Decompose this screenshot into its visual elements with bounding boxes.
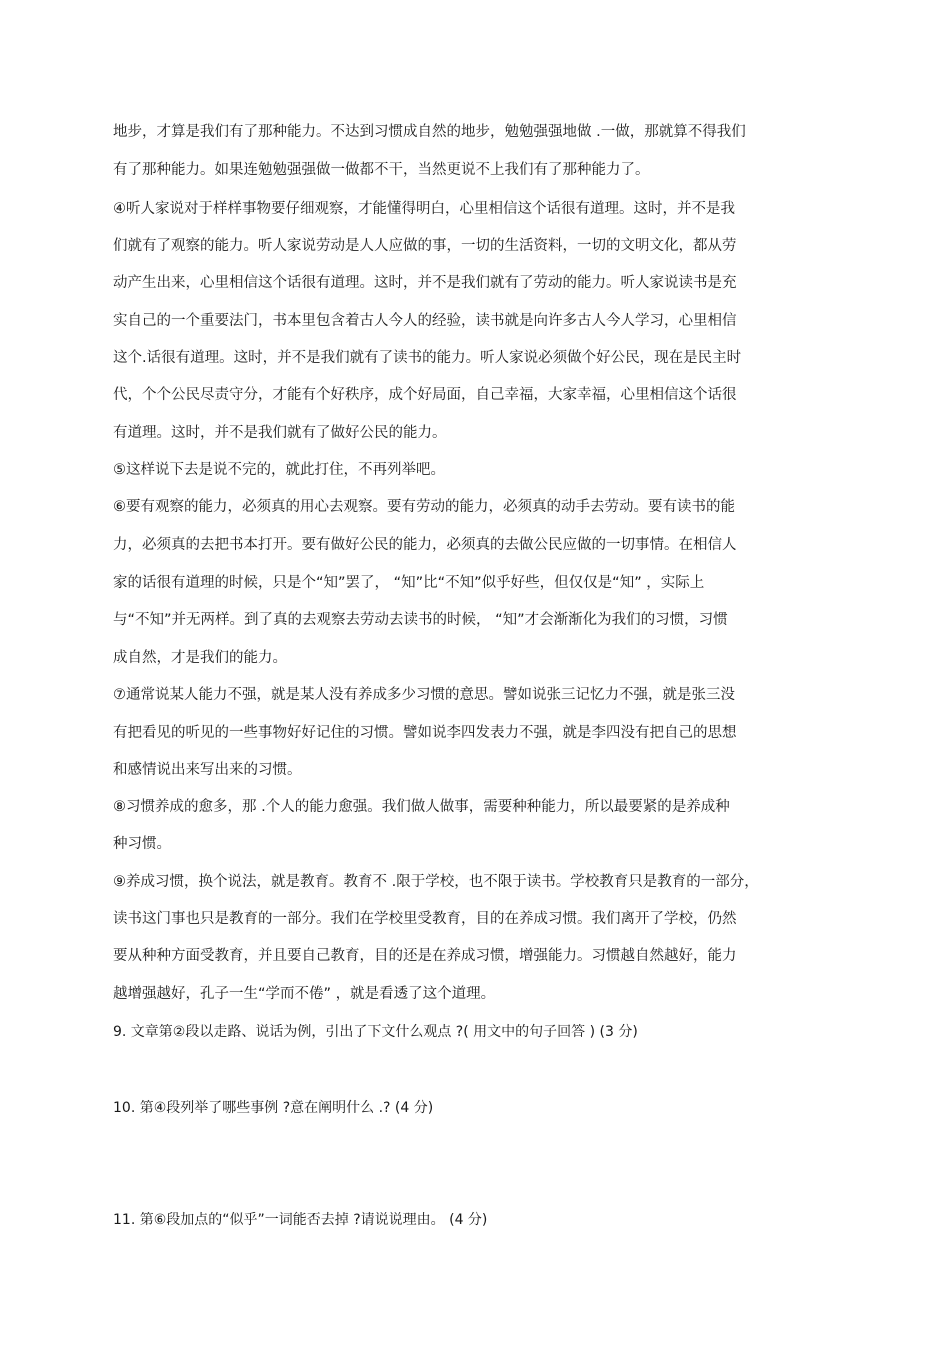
paragraph-line: 动产生出来，心里相信这个话很有道理。这时，并不是我们就有了劳动的能力。听人家说读书是充 [113,275,737,291]
paragraph-line: ⑧习惯养成的愈多，那 .个人的能力愈强。我们做人做事，需要种种能力，所以最要紧的是养成种 [113,799,730,815]
paragraph-line: 成自然，才是我们的能力。 [113,650,287,666]
paragraph-line: 地步，才算是我们有了那种能力。不达到习惯成自然的地步，勉勉强强地做 .一做，那就算不得我们 [113,124,746,140]
paragraph-line: ④听人家说对于样样事物要仔细观察，才能懂得明白，心里相信这个话很有道理。这时，并不是我 [113,201,735,217]
question-9: 9. 文章第②段以走路、说话为例，引出了下文什么观点 ?( 用文中的句子回答 ) (3 分) [113,1024,638,1040]
paragraph-line: 们就有了观察的能力。听人家说劳动是人人应做的事，一切的生活资料，一切的文明文化，都从劳 [113,238,737,254]
paragraph-line: 有把看见的听见的一些事物好好记住的习惯。譬如说李四发表力不强，就是李四没有把自己的思想 [113,725,737,741]
paragraph-line: ⑦通常说某人能力不强，就是某人没有养成多少习惯的意思。譬如说张三记忆力不强，就是张三没 [113,687,735,703]
paragraph-line: 家的话很有道理的时候，只是个“知”罢了， “知”比“不知”似乎好些，但仅仅是“知” ，实际上 [113,575,705,591]
paragraph-line: 越增强越好，孔子一生“学而不倦” ，就是看透了这个道理。 [113,986,496,1002]
paragraph-line: 有了那种能力。如果连勉勉强强做一做都不干，当然更说不上我们有了那种能力了。 [113,162,650,178]
question-10: 10. 第④段列举了哪些事例 ?意在阐明什么 .? (4 分) [113,1100,434,1116]
paragraph-line: 与“不知”并无两样。到了真的去观察去劳动去读书的时候， “知”才会渐渐化为我们的习惯，习惯 [113,612,728,628]
paragraph-line: ⑤这样说下去是说不完的，就此打住，不再列举吧。 [113,462,445,478]
paragraph-line: 要从种种方面受教育，并且要自己教育，目的还是在养成习惯，增强能力。习惯越自然越好，能力 [113,948,737,964]
question-11: 11. 第⑥段加点的“似乎”一词能否去掉 ?请说说理由。 (4 分) [113,1212,488,1228]
paragraph-line: 力，必须真的去把书本打开。要有做好公民的能力，必须真的去做公民应做的一切事情。在相信人 [113,537,737,553]
paragraph-line: 和感情说出来写出来的习惯。 [113,762,302,778]
paragraph-line: 这个.话很有道理。这时，并不是我们就有了读书的能力。听人家说必须做个好公民，现在是民主时 [113,350,742,366]
paragraph-line: 代，个个公民尽责守分，才能有个好秩序，成个好局面，自己幸福，大家幸福，心里相信这个话很 [113,387,737,403]
paragraph-line: 有道理。这时，并不是我们就有了做好公民的能力。 [113,425,447,441]
paragraph-line: 种习惯。 [113,836,171,852]
paragraph-line: 读书这门事也只是教育的一部分。我们在学校里受教育，目的在养成习惯。我们离开了学校，仍然 [113,911,737,927]
paragraph-line: 实自己的一个重要法门，书本里包含着古人今人的经验，读书就是向许多古人今人学习，心里相信 [113,313,737,329]
paragraph-line: ⑥要有观察的能力，必须真的用心去观察。要有劳动的能力，必须真的动手去劳动。要有读书的能 [113,499,735,515]
paragraph-line: ⑨养成习惯，换个说法，就是教育。教育不 .限于学校，也不限于读书。学校教育只是教育的一部分， [113,874,759,890]
